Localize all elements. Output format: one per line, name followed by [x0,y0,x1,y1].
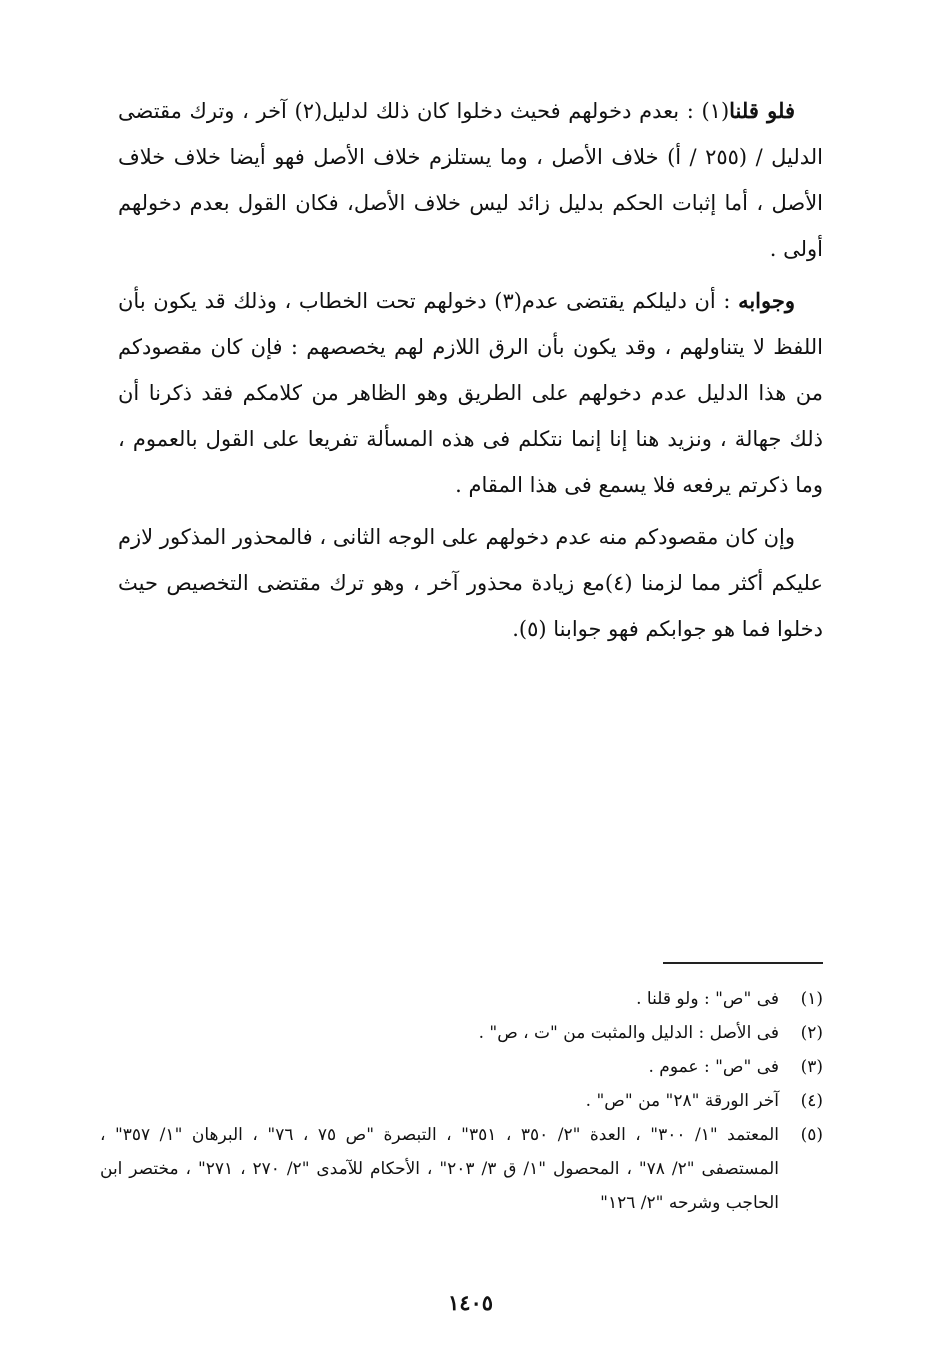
footnote [100,1050,823,1084]
footnote-number: (٤) [800,1091,823,1111]
footnote-text: المعتمد "١/ ٣٠٠" ، العدة "٢/ ٣٥٠ ، ٣٥١" ، التبصرة "ص ٧٥ ، ٧٦" ، البرهان "١/ ٣٥٧" ، المستصفى "٢/ ٧٨" ، المحصول "١/ ق ٣/ ٢٠٣" ، الأحكام للآمدى "٢/ ٢٧٠ ، ٢٧١" ، مختصر ابن الحاجب وشرحه "٢/ ١٢٦" [100,1125,779,1213]
footnote-number: (٣) [800,1057,823,1077]
footnote-number: (٢) [800,1023,823,1043]
footnote-text: فى "ص" : عموم . [648,1057,779,1077]
footnote [100,1016,823,1050]
footnote [100,982,823,1016]
footnote-number: (١) [800,989,823,1009]
paragraph-2-lead: وجوابه [738,288,795,313]
paragraph-3-text: وإن كان مقصودكم منه عدم دخولهم على الوجه الثانى ، فالمحذور المذكور لازم عليكم أكثر مما لزمنا (٤)مع زيادة محذور آخر ، وهو ترك مقتضى التخصيص حيث دخلوا فما هو جوابكم فهو جوابنا (٥). [118,525,823,641]
footnotes [100,982,823,1220]
footnote-text: آخر الورقة "٢٨" من "ص" . [585,1091,779,1111]
paragraph-1-text: (١) : بعدم دخولهم فحيث دخلوا كان ذلك لدليل(٢) آخر ، وترك مقتضى الدليل / (٢٥٥ / أ) خلاف الأصل ، وما يستلزم خلاف الأصل فهو أيضا خلاف خلاف الأصل ، أما إثبات الحكم بدليل زائد ليس خلاف الأصل، فكان القول بعدم دخولهم أولى . [118,99,823,261]
footnote-separator [663,962,823,964]
paragraph-3 [118,514,823,652]
footnote [100,1118,823,1220]
paragraph-1-lead: فلو قلنا [729,98,795,123]
footnote-text: فى الأصل : الدليل والمثبت من "ت ، ص" . [478,1023,779,1043]
page-number: ١٤٠٥ [447,1290,494,1315]
footnote-number: (٥) [800,1125,823,1145]
paragraph-1 [118,88,823,272]
paragraph-2 [118,278,823,508]
footnote-text: فى "ص" : ولو قلنا . [636,989,779,1009]
paragraph-2-text: : أن دليلكم يقتضى عدم(٣) دخولهم تحت الخطاب ، وذلك قد يكون بأن اللفظ لا يتناولهم ، وقد يكون بأن الرق اللازم لهم يخصصهم : فإن كان مقصودكم من هذا الدليل عدم دخولهم على الطريق وهو الظاهر من كلامكم فقد ذكرنا أن ذلك جهالة ، ونزيد هنا إنا إنما نتكلم فى هذه المسألة تفريعا على القول بالعموم ، وما ذكرتم يرفعه فلا يسمع فى هذا المقام . [118,289,823,497]
main-text [118,88,823,658]
footnote [100,1084,823,1118]
